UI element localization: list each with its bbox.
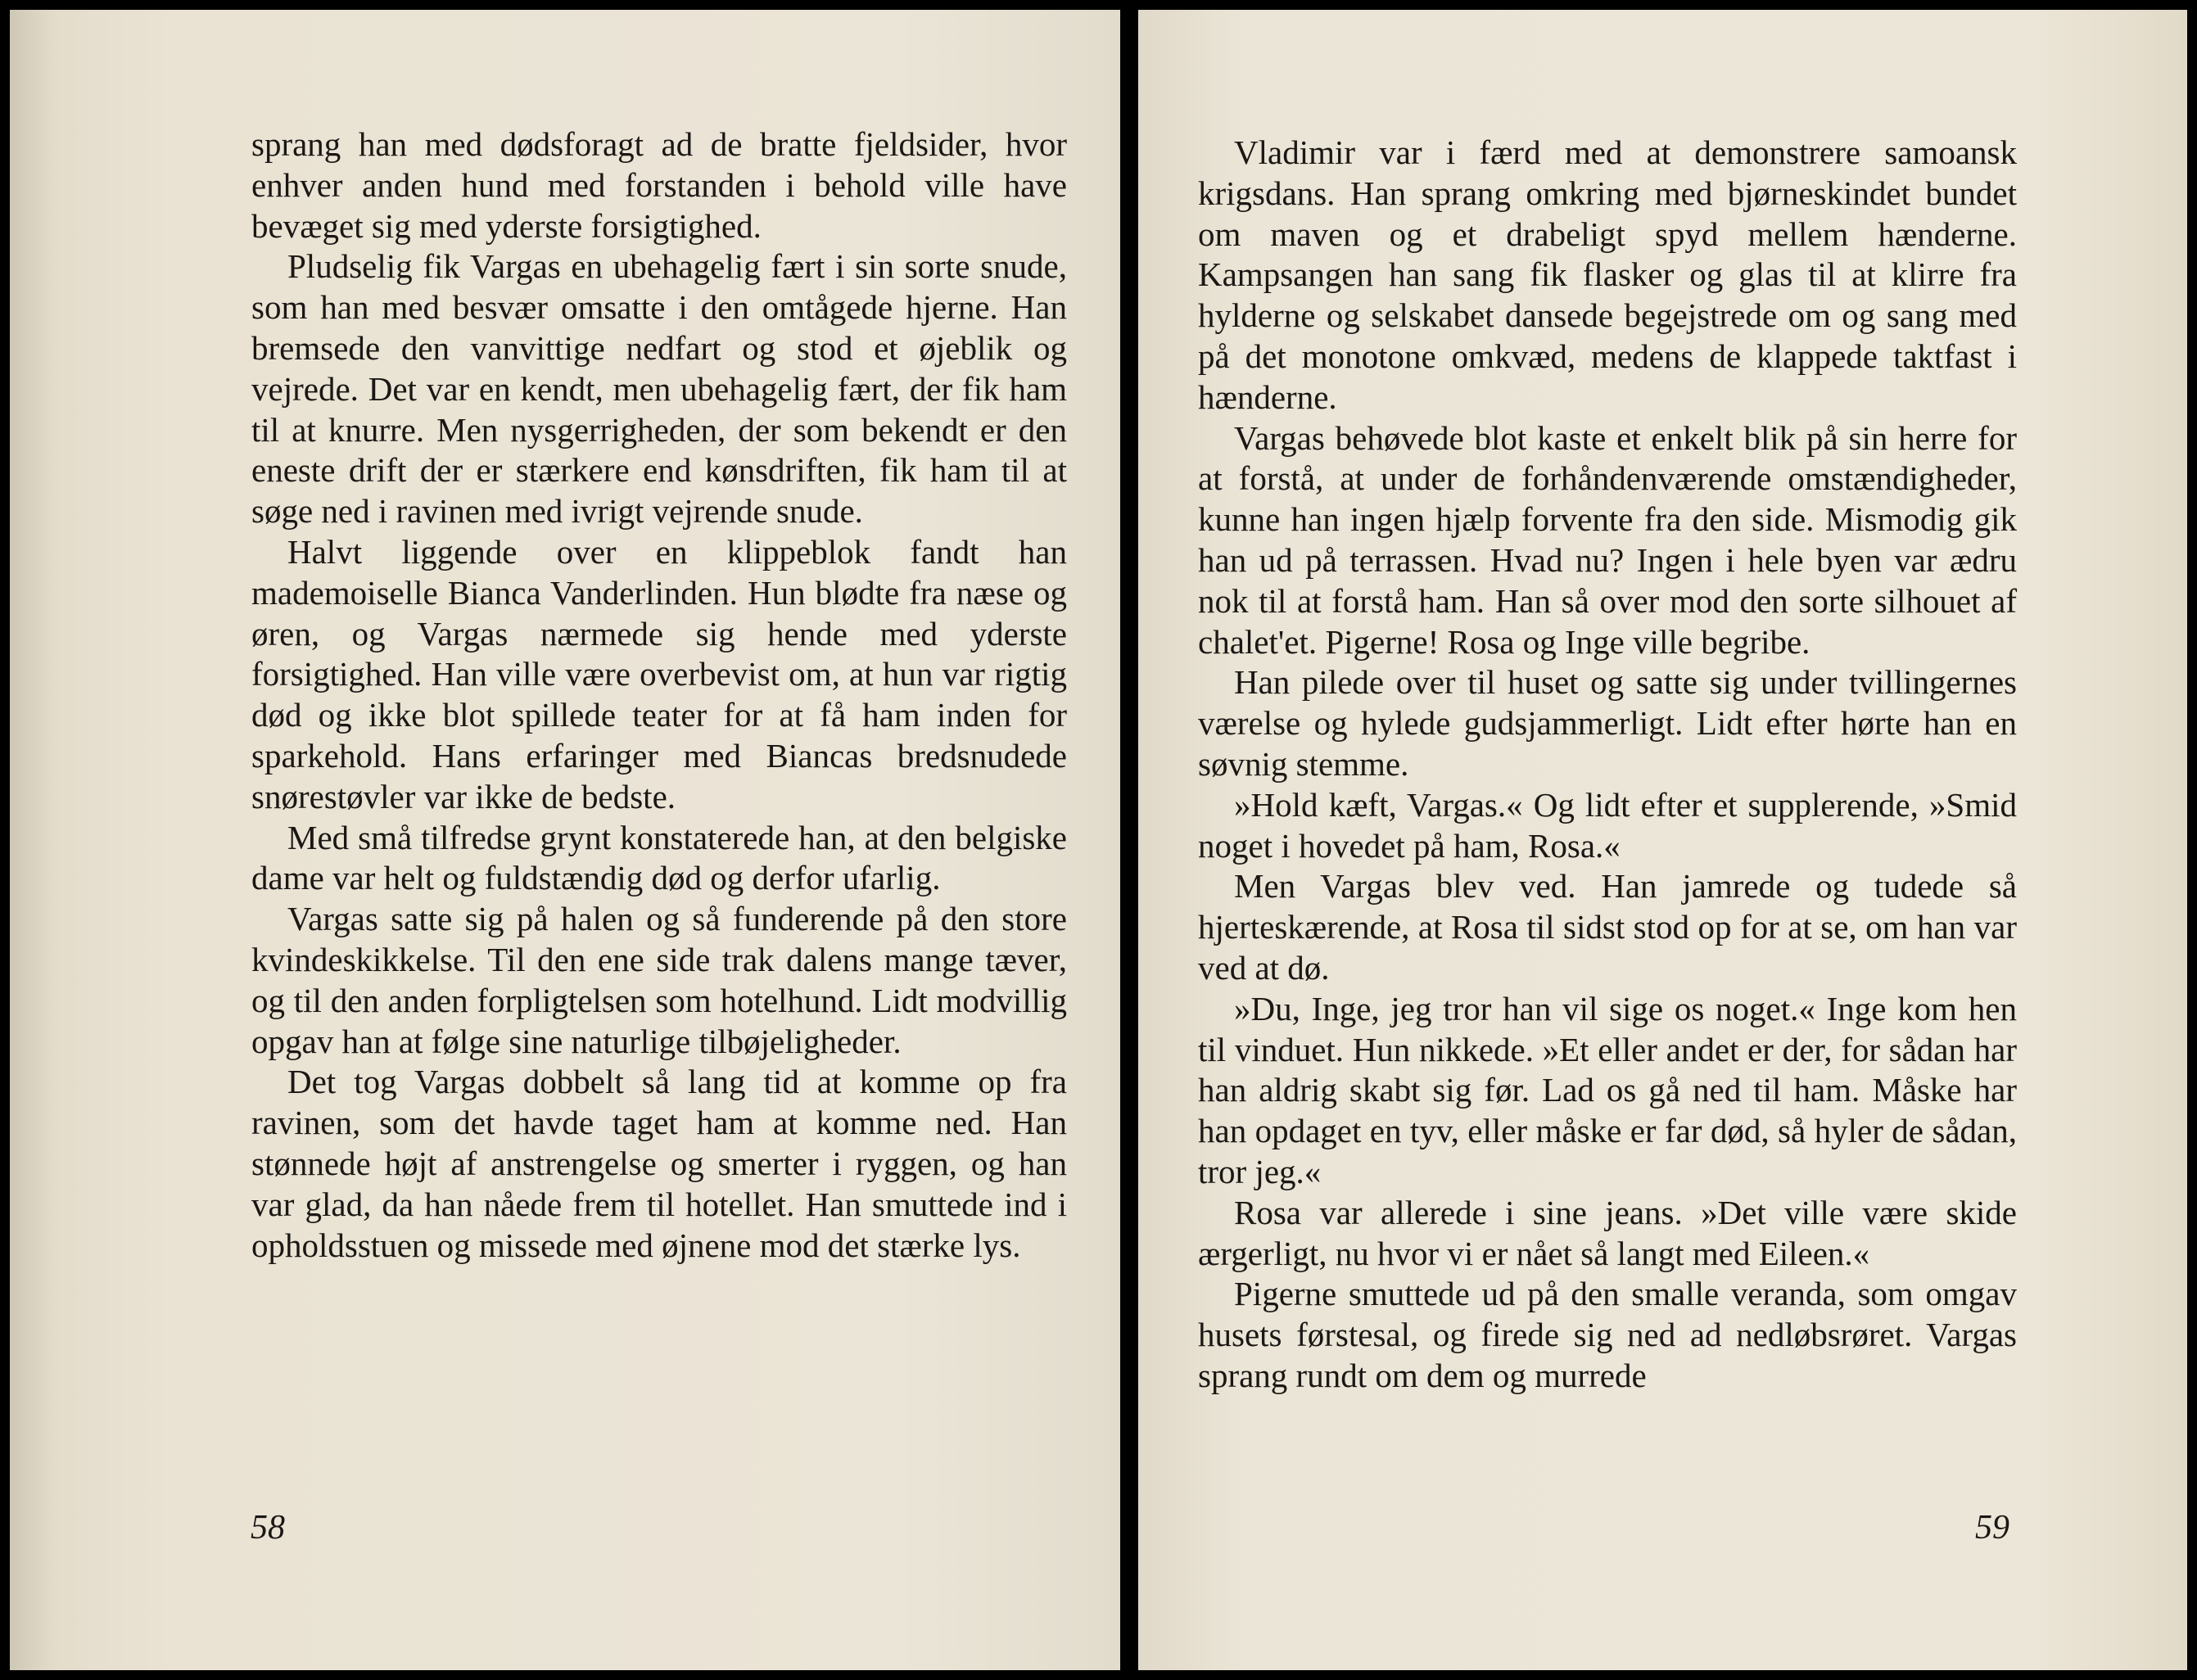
page-number: 59 xyxy=(1975,1509,2009,1547)
paragraph: Halvt liggende over en klippeblok fandt han mademoiselle Bianca Vanderlinden. Hun blødte fra næse og øren, og Vargas nærmede sig hende med yderste forsigtighed. Han ville være overbevist om, at hun var rigtig død og ikke blot spillede teater for at få ham inden for sparkehold. Hans erfaringer med Biancas bredsnudede snørestøvler var ikke de bedste. xyxy=(251,532,1067,815)
paragraph: Det tog Vargas dobbelt så lang tid at komme op fra ravinen, som det havde taget ham at komme ned. Han stønnede højt af anstrengelse og smerter i ryggen, og han var glad, da han nåede frem til hotellet. Han smuttede ind i opholdsstuen og missede med øjnene mod det stærke lys. xyxy=(251,1063,1067,1264)
paragraph: Vladimir var i færd med at demonstrere samoansk krigsdans. Han sprang omkring med bjørneskindet bundet om maven og et drabeligt spyd mellem hænderne. Kampsangen han sang fik flasker og glas til at klirre fra hylderne og selskabet dansede begejstrede om og sang med på det monotone omkvæd, medens de klappede taktfast i hænderne. xyxy=(1198,133,2017,416)
left-page xyxy=(10,10,1120,1670)
left-page-text xyxy=(251,124,1067,1266)
right-page xyxy=(1138,10,2187,1670)
paragraph: sprang han med dødsforagt ad de bratte fjeldsider, hvor enhver anden hund med forstanden i behold ville have bevæget sig med yderste forsigtighed. xyxy=(251,125,1067,245)
paragraph: Han pilede over til huset og satte sig under tvillingernes værelse og hylede gudsjammerligt. Lidt efter hørte han en søvnig stemme. xyxy=(1198,663,2017,783)
paragraph: Men Vargas blev ved. Han jamrede og tudede så hjerteskærende, at Rosa til sidst stod op for at se, om han var ved at dø. xyxy=(1198,867,2017,987)
paragraph: Med små tilfredse grynt konstaterede han, at den belgiske dame var helt og fuldstændig død og derfor ufarlig. xyxy=(251,818,1067,897)
paragraph: »Du, Inge, jeg tror han vil sige os noget.« Inge kom hen til vinduet. Hun nikkede. »Et eller andet er der, for sådan har han aldrig skabt sig før. Lad os gå ned til ham. Måske har han opdaget en tyv, eller måske er far død, så hyler de sådan, tror jeg.« xyxy=(1198,989,2017,1190)
page-number: 58 xyxy=(251,1509,285,1547)
paragraph: Rosa var allerede i sine jeans. »Det ville være skide ærgerligt, nu hvor vi er nået så langt med Eileen.« xyxy=(1198,1193,2017,1272)
right-page-text xyxy=(1198,133,2017,1397)
paragraph: Vargas behøvede blot kaste et enkelt blik på sin herre for at forstå, at under de forhåndenværende omstændigheder, kunne han ingen hjælp forvente fra den side. Mismodig gik han ud på terrassen. Hvad nu? Ingen i hele byen var ædru nok til at forstå ham. Han så over mod den sorte silhouet af chalet'et. Pigerne! Rosa og Inge ville begribe. xyxy=(1198,418,2017,661)
paragraph: Pludselig fik Vargas en ubehagelig fært i sin sorte snude, som han med besvær omsatte i den omtågede hjerne. Han bremsede den vanvittige nedfart og stod et øjeblik og vejrede. Det var en kendt, men ubehagelig fært, der fik ham til at knurre. Men nysgerrigheden, der som bekendt er den eneste drift der er stærkere end kønsdriften, fik ham til at søge ned i ravinen med ivrigt vejrende snude. xyxy=(251,247,1067,531)
paragraph: Pigerne smuttede ud på den smalle veranda, som omgav husets førstesal, og firede sig ned ad nedløbsrøret. Vargas sprang rundt om dem og murrede xyxy=(1198,1275,2017,1394)
paragraph: »Hold kæft, Vargas.« Og lidt efter et supplerende, »Smid noget i hovedet på ham, Rosa.« xyxy=(1198,785,2017,865)
paragraph: Vargas satte sig på halen og så funderende på den store kvindeskikkelse. Til den ene side trak dalens mange tæver, og til den anden forpligtelsen som hotelhund. Lidt modvillig opgav han at følge sine naturlige tilbøjeligheder. xyxy=(251,900,1067,1060)
